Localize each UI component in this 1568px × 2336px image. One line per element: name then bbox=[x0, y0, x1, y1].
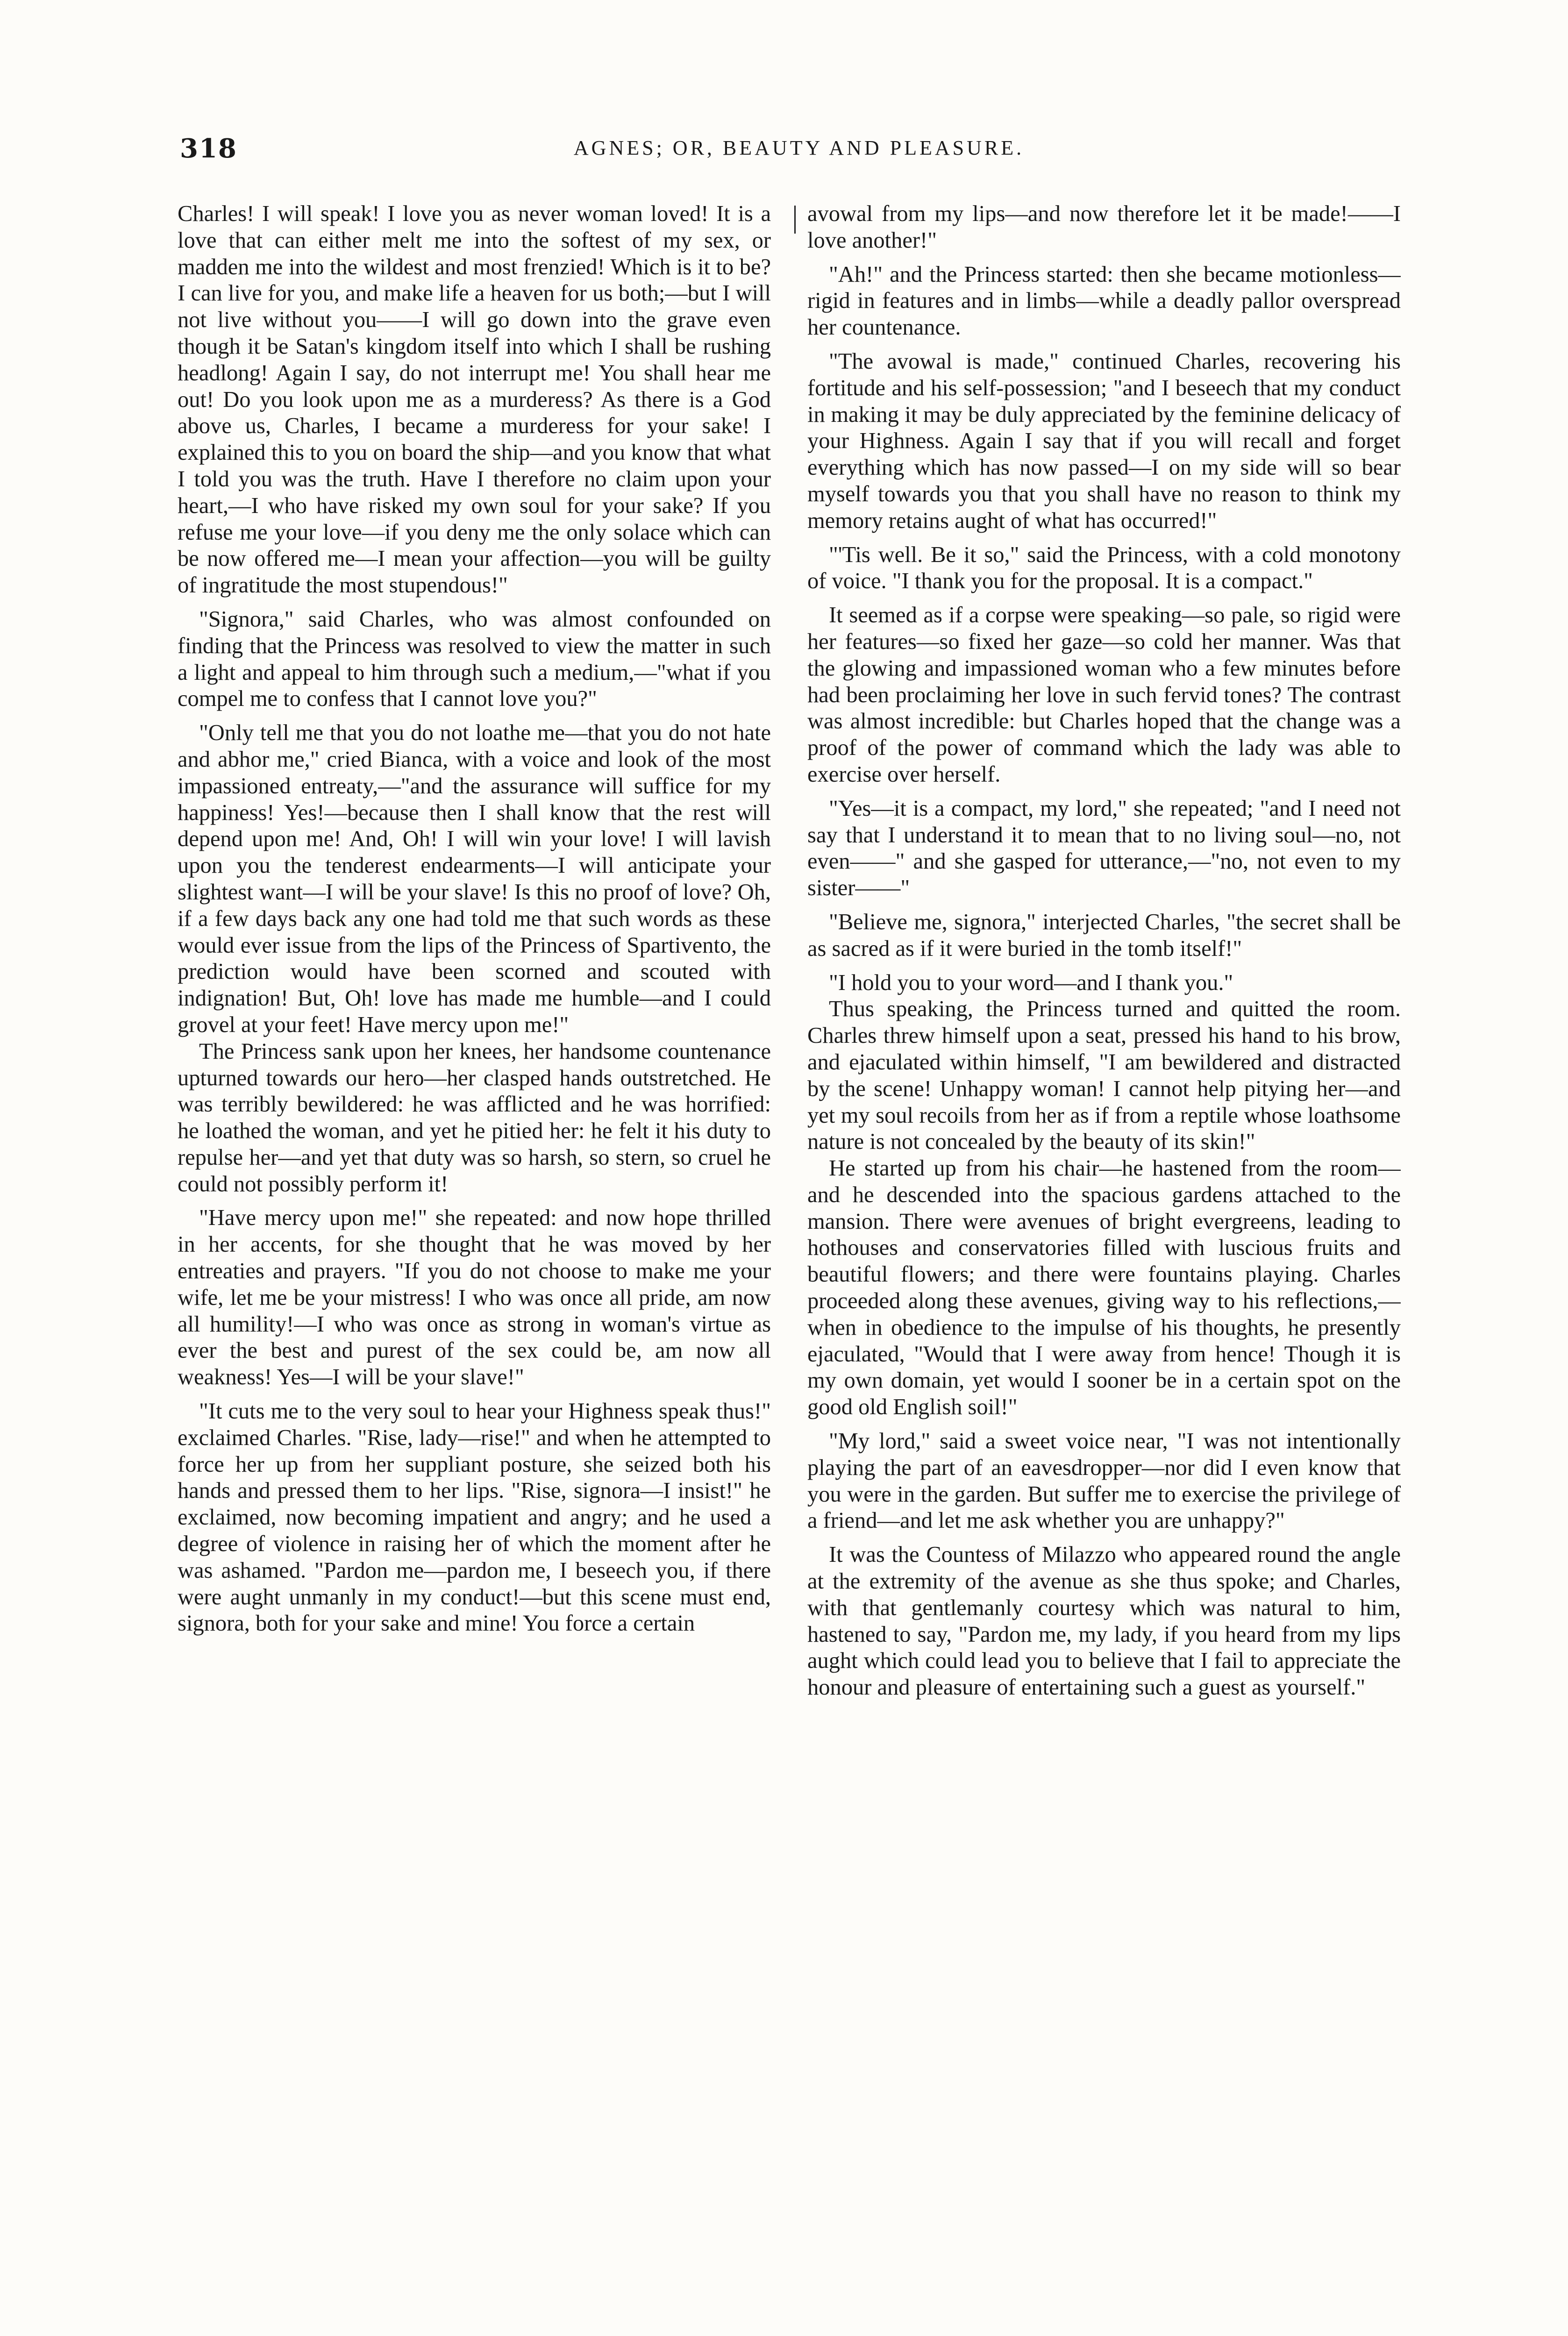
paragraph: "My lord," said a sweet voice near, "I was not intentionally playing the part of an eavesdropper—nor did I even know that you were in the garden. But suffer me to exercise the privilege of a friend—and let me ask whether you are unhappy?" bbox=[807, 1429, 1401, 1533]
right-column bbox=[807, 201, 1401, 2336]
running-head: AGNES; OR, BEAUTY AND PLEASURE. bbox=[573, 136, 1025, 159]
paragraph: The Princess sank upon her knees, her handsome countenance upturned towards our hero—her clasped hands outstretched. He was terribly bewildered: he was afflicted and he was horrified: he loathed the woman, and yet he pitied her: he felt it his duty to repulse her—and yet that duty was so harsh, so stern, so cruel he could not possibly perform it! bbox=[178, 1039, 771, 1196]
page-number: 318 bbox=[180, 133, 237, 164]
paragraph: It was the Countess of Milazzo who appeared round the angle at the extremity of the avenue as she thus spoke; and Charles, with that gentlemanly courtesy which was natural to him, hastened to say, "Pardon me, my lady, if you heard from my lips aught which could lead you to believe that I fail to appreciate the honour and pleasure of entertaining such a guest as yourself." bbox=[807, 1542, 1401, 1700]
page-header bbox=[180, 133, 1418, 171]
left-column bbox=[178, 201, 771, 2336]
paragraph: "It cuts me to the very soul to hear your Highness speak thus!" exclaimed Charles. "Rise, lady—rise!" and when he attempted to force her up from her suppliant posture, she seized both his hands and pressed them to her lips. "Rise, signora—I insist!" he exclaimed, now becoming impatient and angry; and he used a degree of violence in raising her of which the moment after he was ashamed. "Pardon me—pardon me, I beseech you, if there were aught unmanly in my conduct!—but this scene must end, signora, both for your sake and mine! You force a certain bbox=[178, 1399, 771, 1636]
paragraph: "Have mercy upon me!" she repeated: and now hope thrilled in her accents, for she thought that he was moved by her entreaties and prayers. "If you do not choose to make me your wife, let me be your mistress! I who was once all pride, am now all humility!—I who was once as strong in woman's virtue as ever the best and purest of the sex could be, am now all weakness! Yes—I will be your slave!" bbox=[178, 1205, 771, 1390]
paragraph: It seemed as if a corpse were speaking—so pale, so rigid were her features—so fixed her gaze—so cold her manner. Was that the glowing and impassioned woman who a few minutes before had been proclaiming her love in such fervid tones? The contrast was almost incredible: but Charles hoped that the change was a proof of the power of command which the lady was able to exercise over herself. bbox=[807, 603, 1401, 787]
paragraph: He started up from his chair—he hastened from the room—and he descended into the spacious gardens attached to the mansion. There were avenues of bright evergreens, leading to hothouses and conservatories filled with luscious fruits and beautiful flowers; and there were fountains playing. Charles proceeded along these avenues, giving way to his reflections,—when in obedience to the impulse of his thoughts, he presently ejaculated, "Would that I were away from hence! Though it is my own domain, yet would I sooner be in a certain spot on the good old English soil!" bbox=[807, 1156, 1401, 1420]
paragraph: "Yes—it is a compact, my lord," she repeated; "and I need not say that I understand it to mean that to no living soul—no, not even——" and she gasped for utterance,—"no, not even to my sister——" bbox=[807, 796, 1401, 901]
paragraph: Charles! I will speak! I love you as never woman loved! It is a love that can either melt me into the softest of my sex, or madden me into the wildest and most frenzied! Which is it to be? I can live for you, and make life a heaven for us both;—but I will not live without you——I will go down into the grave even though it be Satan's kingdom itself into which I shall be rushing headlong! Again I say, do not interrupt me! You shall hear me out! Do you look upon me as a murderess? As there is a God above us, Charles, I became a murderess for your sake! I explained this to you on board the ship—and you know that what I told you was the truth. Have I therefore no claim upon your heart,—I who have risked my own soul for your sake? If you refuse me your love—if you deny me the only solace which can be now offered me—I mean your affection—you will be guilty of ingratitude the most stupendous!" bbox=[178, 201, 771, 598]
paragraph: Thus speaking, the Princess turned and quitted the room. Charles threw himself upon a seat, pressed his hand to his brow, and ejaculated within himself, "I am bewildered and distracted by the scene! Unhappy woman! I cannot help pitying her—and yet my soul recoils from her as if from a reptile whose loathsome nature is not concealed by the beauty of its skin!" bbox=[807, 997, 1401, 1154]
paragraph: "Signora," said Charles, who was almost confounded on finding that the Princess was resolved to view the matter in such a light and appeal to him through such a medium,—"what if you compel me to confess that I cannot love you?" bbox=[178, 606, 771, 712]
paragraph: "Only tell me that you do not loathe me—that you do not hate and abhor me," cried Bianca, with a voice and look of the most impassioned entreaty,—"and the assurance will suffice for my happiness! Yes!—because then I shall know that the rest will depend upon me! And, Oh! I will win your love! I will lavish upon you the tenderest endearments—I will anticipate your slightest want—I will be your slave! Is this no proof of love? Oh, if a few days back any one had told me that such words as these would ever issue from the lips of the Princess of Spartivento, the prediction would have been scorned and scouted with indignation! But, Oh! love has made me humble—and I could grovel at your feet! Have mercy upon me!" bbox=[178, 720, 771, 1037]
column-divider bbox=[794, 206, 796, 234]
paragraph: "Believe me, signora," interjected Charles, "the secret shall be as sacred as if it were buried in the tomb itself!" bbox=[807, 909, 1401, 961]
paragraph: "I hold you to your word—and I thank you." bbox=[829, 970, 1233, 995]
paragraph: "The avowal is made," continued Charles, recovering his fortitude and his self-possession; "and I beseech that my conduct in making it may be duly appreciated by the feminine delicacy of your Highness. Again I say that if you will recall and forget everything which has now passed—I on my side will so bear myself towards you that you shall have no reason to think my memory retains aught of what has occurred!" bbox=[807, 349, 1401, 533]
paragraph: avowal from my lips—and now therefore let it be made!——I love another!" bbox=[807, 201, 1401, 253]
paragraph: "Ah!" and the Princess started: then she became motionless—rigid in features and in limbs—while a deadly pallor overspread her countenance. bbox=[807, 262, 1401, 340]
paragraph: "'Tis well. Be it so," said the Princess, with a cold monotony of voice. "I thank you for the proposal. It is a compact." bbox=[807, 542, 1401, 594]
